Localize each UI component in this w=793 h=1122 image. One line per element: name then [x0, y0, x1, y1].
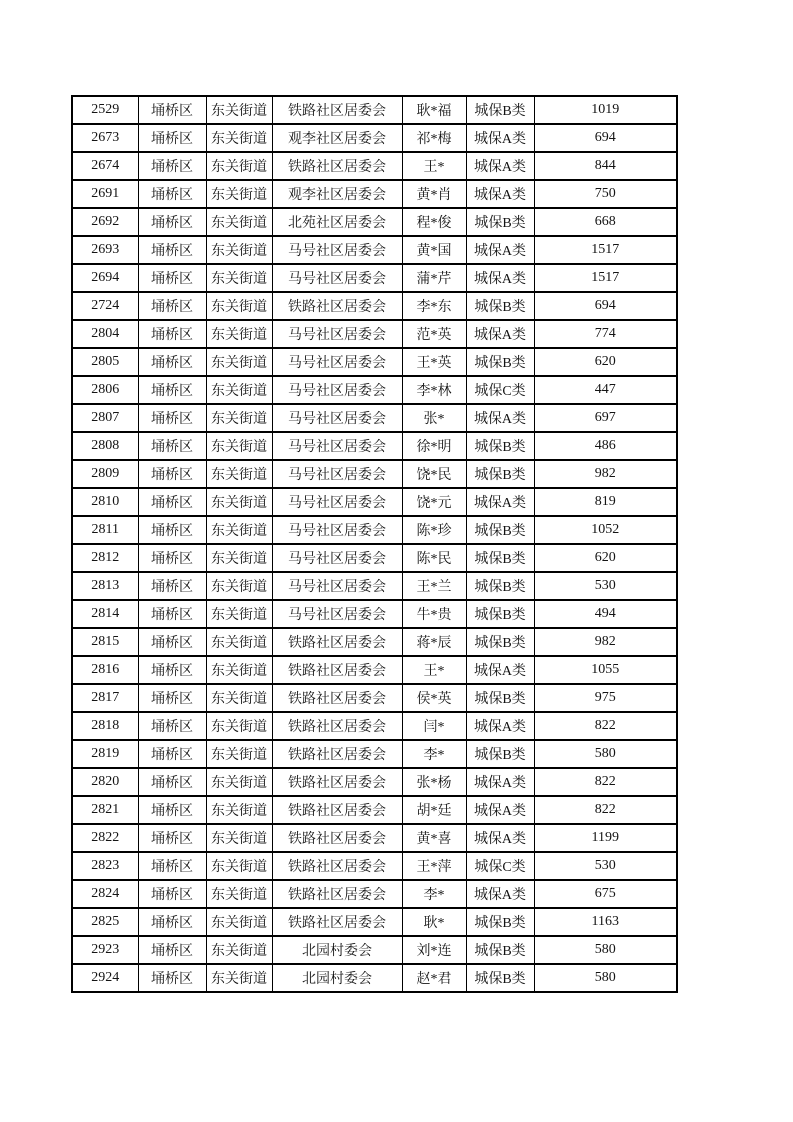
cell-amount: 668 — [534, 208, 677, 236]
cell-street: 东关街道 — [206, 376, 272, 404]
table-row — [72, 824, 677, 852]
cell-street: 东关街道 — [206, 96, 272, 124]
cell-serial-number: 2809 — [72, 460, 138, 488]
cell-person-name: 李*东 — [402, 292, 466, 320]
cell-serial-number: 2812 — [72, 544, 138, 572]
cell-district: 埇桥区 — [138, 768, 206, 796]
cell-community: 马号社区居委会 — [272, 544, 402, 572]
cell-community: 观李社区居委会 — [272, 180, 402, 208]
cell-community: 铁路社区居委会 — [272, 880, 402, 908]
cell-district: 埇桥区 — [138, 712, 206, 740]
cell-person-name: 饶*元 — [402, 488, 466, 516]
cell-district: 埇桥区 — [138, 208, 206, 236]
cell-district: 埇桥区 — [138, 824, 206, 852]
cell-amount: 694 — [534, 124, 677, 152]
table-row — [72, 572, 677, 600]
cell-category: 城保B类 — [466, 208, 534, 236]
cell-amount: 530 — [534, 852, 677, 880]
cell-community: 马号社区居委会 — [272, 264, 402, 292]
cell-community: 铁路社区居委会 — [272, 768, 402, 796]
cell-category: 城保A类 — [466, 880, 534, 908]
cell-street: 东关街道 — [206, 712, 272, 740]
table-row — [72, 348, 677, 376]
cell-person-name: 张* — [402, 404, 466, 432]
cell-amount: 819 — [534, 488, 677, 516]
cell-street: 东关街道 — [206, 656, 272, 684]
cell-district: 埇桥区 — [138, 600, 206, 628]
cell-person-name: 耿*福 — [402, 96, 466, 124]
cell-category: 城保B类 — [466, 628, 534, 656]
cell-district: 埇桥区 — [138, 180, 206, 208]
table-row — [72, 908, 677, 936]
cell-district: 埇桥区 — [138, 404, 206, 432]
cell-category: 城保B类 — [466, 432, 534, 460]
cell-community: 马号社区居委会 — [272, 320, 402, 348]
cell-person-name: 赵*君 — [402, 964, 466, 992]
cell-category: 城保B类 — [466, 516, 534, 544]
cell-district: 埇桥区 — [138, 320, 206, 348]
cell-district: 埇桥区 — [138, 544, 206, 572]
cell-community: 北园村委会 — [272, 964, 402, 992]
table-row — [72, 124, 677, 152]
cell-person-name: 范*英 — [402, 320, 466, 348]
cell-street: 东关街道 — [206, 124, 272, 152]
cell-person-name: 耿* — [402, 908, 466, 936]
cell-street: 东关街道 — [206, 684, 272, 712]
cell-district: 埇桥区 — [138, 796, 206, 824]
cell-amount: 1517 — [534, 236, 677, 264]
cell-amount: 697 — [534, 404, 677, 432]
cell-community: 铁路社区居委会 — [272, 292, 402, 320]
table-row — [72, 292, 677, 320]
table-row — [72, 432, 677, 460]
cell-street: 东关街道 — [206, 264, 272, 292]
cell-person-name: 陈*民 — [402, 544, 466, 572]
cell-community: 北苑社区居委会 — [272, 208, 402, 236]
cell-street: 东关街道 — [206, 768, 272, 796]
cell-street: 东关街道 — [206, 432, 272, 460]
cell-person-name: 牛*贵 — [402, 600, 466, 628]
cell-street: 东关街道 — [206, 824, 272, 852]
cell-serial-number: 2692 — [72, 208, 138, 236]
cell-district: 埇桥区 — [138, 96, 206, 124]
cell-community: 马号社区居委会 — [272, 432, 402, 460]
cell-amount: 1517 — [534, 264, 677, 292]
cell-street: 东关街道 — [206, 292, 272, 320]
cell-serial-number: 2806 — [72, 376, 138, 404]
table-row — [72, 684, 677, 712]
cell-person-name: 张*杨 — [402, 768, 466, 796]
cell-serial-number: 2924 — [72, 964, 138, 992]
cell-community: 马号社区居委会 — [272, 488, 402, 516]
cell-street: 东关街道 — [206, 600, 272, 628]
cell-district: 埇桥区 — [138, 432, 206, 460]
cell-community: 北园村委会 — [272, 936, 402, 964]
cell-category: 城保C类 — [466, 376, 534, 404]
table-row — [72, 320, 677, 348]
cell-amount: 750 — [534, 180, 677, 208]
cell-street: 东关街道 — [206, 516, 272, 544]
cell-serial-number: 2804 — [72, 320, 138, 348]
cell-district: 埇桥区 — [138, 880, 206, 908]
cell-serial-number: 2815 — [72, 628, 138, 656]
cell-district: 埇桥区 — [138, 460, 206, 488]
table-row — [72, 880, 677, 908]
cell-serial-number: 2818 — [72, 712, 138, 740]
cell-person-name: 程*俊 — [402, 208, 466, 236]
benefit-roster-table — [71, 95, 678, 993]
cell-category: 城保B类 — [466, 684, 534, 712]
cell-amount: 620 — [534, 348, 677, 376]
cell-category: 城保C类 — [466, 852, 534, 880]
cell-person-name: 王*萍 — [402, 852, 466, 880]
cell-category: 城保A类 — [466, 404, 534, 432]
cell-amount: 844 — [534, 152, 677, 180]
table-row — [72, 628, 677, 656]
cell-amount: 822 — [534, 796, 677, 824]
cell-category: 城保B类 — [466, 544, 534, 572]
cell-community: 铁路社区居委会 — [272, 152, 402, 180]
cell-community: 铁路社区居委会 — [272, 628, 402, 656]
cell-community: 铁路社区居委会 — [272, 852, 402, 880]
cell-street: 东关街道 — [206, 964, 272, 992]
cell-district: 埇桥区 — [138, 152, 206, 180]
cell-serial-number: 2693 — [72, 236, 138, 264]
cell-community: 铁路社区居委会 — [272, 796, 402, 824]
cell-category: 城保A类 — [466, 824, 534, 852]
cell-street: 东关街道 — [206, 908, 272, 936]
cell-amount: 774 — [534, 320, 677, 348]
cell-serial-number: 2823 — [72, 852, 138, 880]
cell-community: 铁路社区居委会 — [272, 684, 402, 712]
cell-person-name: 李*林 — [402, 376, 466, 404]
cell-serial-number: 2822 — [72, 824, 138, 852]
cell-amount: 530 — [534, 572, 677, 600]
table-row — [72, 796, 677, 824]
cell-street: 东关街道 — [206, 488, 272, 516]
cell-person-name: 李* — [402, 740, 466, 768]
cell-community: 铁路社区居委会 — [272, 824, 402, 852]
cell-community: 铁路社区居委会 — [272, 908, 402, 936]
cell-street: 东关街道 — [206, 936, 272, 964]
cell-amount: 494 — [534, 600, 677, 628]
cell-serial-number: 2825 — [72, 908, 138, 936]
table-body — [72, 96, 677, 992]
table-row — [72, 460, 677, 488]
cell-amount: 580 — [534, 936, 677, 964]
cell-community: 马号社区居委会 — [272, 516, 402, 544]
table-row — [72, 152, 677, 180]
cell-person-name: 祁*梅 — [402, 124, 466, 152]
cell-person-name: 王*英 — [402, 348, 466, 376]
cell-person-name: 黄*喜 — [402, 824, 466, 852]
table-row — [72, 656, 677, 684]
table-row — [72, 740, 677, 768]
cell-serial-number: 2694 — [72, 264, 138, 292]
cell-serial-number: 2810 — [72, 488, 138, 516]
cell-amount: 675 — [534, 880, 677, 908]
cell-community: 铁路社区居委会 — [272, 712, 402, 740]
cell-amount: 982 — [534, 460, 677, 488]
cell-district: 埇桥区 — [138, 572, 206, 600]
cell-street: 东关街道 — [206, 236, 272, 264]
cell-street: 东关街道 — [206, 796, 272, 824]
cell-category: 城保A类 — [466, 656, 534, 684]
cell-street: 东关街道 — [206, 740, 272, 768]
cell-person-name: 闫* — [402, 712, 466, 740]
cell-category: 城保B类 — [466, 964, 534, 992]
table-row — [72, 488, 677, 516]
cell-person-name: 蒲*芹 — [402, 264, 466, 292]
cell-amount: 1163 — [534, 908, 677, 936]
cell-category: 城保A类 — [466, 152, 534, 180]
cell-district: 埇桥区 — [138, 964, 206, 992]
cell-amount: 580 — [534, 740, 677, 768]
cell-person-name: 王* — [402, 152, 466, 180]
cell-category: 城保B类 — [466, 348, 534, 376]
cell-district: 埇桥区 — [138, 124, 206, 152]
cell-serial-number: 2817 — [72, 684, 138, 712]
cell-street: 东关街道 — [206, 152, 272, 180]
table-row — [72, 264, 677, 292]
cell-street: 东关街道 — [206, 208, 272, 236]
cell-street: 东关街道 — [206, 320, 272, 348]
cell-street: 东关街道 — [206, 852, 272, 880]
cell-amount: 1019 — [534, 96, 677, 124]
table-row — [72, 96, 677, 124]
cell-person-name: 胡*廷 — [402, 796, 466, 824]
cell-category: 城保A类 — [466, 124, 534, 152]
table-row — [72, 544, 677, 572]
cell-serial-number: 2691 — [72, 180, 138, 208]
table-row — [72, 936, 677, 964]
cell-serial-number: 2819 — [72, 740, 138, 768]
cell-community: 马号社区居委会 — [272, 600, 402, 628]
cell-person-name: 王*兰 — [402, 572, 466, 600]
table-row — [72, 516, 677, 544]
cell-category: 城保B类 — [466, 908, 534, 936]
cell-person-name: 李* — [402, 880, 466, 908]
cell-person-name: 刘*连 — [402, 936, 466, 964]
cell-street: 东关街道 — [206, 628, 272, 656]
cell-district: 埇桥区 — [138, 236, 206, 264]
table-row — [72, 852, 677, 880]
cell-district: 埇桥区 — [138, 516, 206, 544]
table-row — [72, 768, 677, 796]
cell-community: 马号社区居委会 — [272, 572, 402, 600]
cell-person-name: 蒋*辰 — [402, 628, 466, 656]
cell-category: 城保B类 — [466, 292, 534, 320]
cell-serial-number: 2813 — [72, 572, 138, 600]
table-row — [72, 404, 677, 432]
table-row — [72, 180, 677, 208]
cell-street: 东关街道 — [206, 180, 272, 208]
cell-amount: 694 — [534, 292, 677, 320]
cell-district: 埇桥区 — [138, 292, 206, 320]
cell-serial-number: 2805 — [72, 348, 138, 376]
cell-district: 埇桥区 — [138, 656, 206, 684]
cell-street: 东关街道 — [206, 880, 272, 908]
table-row — [72, 712, 677, 740]
cell-serial-number: 2529 — [72, 96, 138, 124]
cell-category: 城保B类 — [466, 572, 534, 600]
cell-community: 马号社区居委会 — [272, 376, 402, 404]
cell-district: 埇桥区 — [138, 628, 206, 656]
cell-category: 城保B类 — [466, 460, 534, 488]
cell-amount: 580 — [534, 964, 677, 992]
cell-person-name: 饶*民 — [402, 460, 466, 488]
cell-district: 埇桥区 — [138, 376, 206, 404]
table-row — [72, 236, 677, 264]
cell-district: 埇桥区 — [138, 740, 206, 768]
cell-amount: 822 — [534, 712, 677, 740]
cell-serial-number: 2724 — [72, 292, 138, 320]
cell-community: 马号社区居委会 — [272, 236, 402, 264]
cell-street: 东关街道 — [206, 404, 272, 432]
cell-district: 埇桥区 — [138, 908, 206, 936]
cell-person-name: 侯*英 — [402, 684, 466, 712]
cell-district: 埇桥区 — [138, 852, 206, 880]
cell-serial-number: 2816 — [72, 656, 138, 684]
cell-category: 城保A类 — [466, 264, 534, 292]
table-row — [72, 376, 677, 404]
cell-person-name: 陈*珍 — [402, 516, 466, 544]
cell-category: 城保B类 — [466, 600, 534, 628]
cell-street: 东关街道 — [206, 348, 272, 376]
cell-serial-number: 2807 — [72, 404, 138, 432]
cell-serial-number: 2814 — [72, 600, 138, 628]
cell-community: 马号社区居委会 — [272, 460, 402, 488]
cell-district: 埇桥区 — [138, 684, 206, 712]
cell-person-name: 黄*肖 — [402, 180, 466, 208]
cell-amount: 822 — [534, 768, 677, 796]
cell-serial-number: 2808 — [72, 432, 138, 460]
cell-serial-number: 2821 — [72, 796, 138, 824]
cell-category: 城保B类 — [466, 740, 534, 768]
cell-street: 东关街道 — [206, 460, 272, 488]
cell-person-name: 王* — [402, 656, 466, 684]
cell-community: 观李社区居委会 — [272, 124, 402, 152]
cell-category: 城保A类 — [466, 488, 534, 516]
cell-community: 铁路社区居委会 — [272, 740, 402, 768]
cell-serial-number: 2673 — [72, 124, 138, 152]
cell-amount: 975 — [534, 684, 677, 712]
cell-amount: 620 — [534, 544, 677, 572]
cell-district: 埇桥区 — [138, 936, 206, 964]
cell-street: 东关街道 — [206, 572, 272, 600]
cell-category: 城保A类 — [466, 236, 534, 264]
table-row — [72, 964, 677, 992]
table-row — [72, 600, 677, 628]
cell-serial-number: 2824 — [72, 880, 138, 908]
cell-amount: 1052 — [534, 516, 677, 544]
cell-category: 城保A类 — [466, 712, 534, 740]
cell-amount: 1055 — [534, 656, 677, 684]
cell-serial-number: 2820 — [72, 768, 138, 796]
cell-amount: 982 — [534, 628, 677, 656]
cell-serial-number: 2923 — [72, 936, 138, 964]
cell-community: 铁路社区居委会 — [272, 96, 402, 124]
cell-category: 城保B类 — [466, 96, 534, 124]
cell-amount: 486 — [534, 432, 677, 460]
cell-person-name: 徐*明 — [402, 432, 466, 460]
table-row — [72, 208, 677, 236]
cell-category: 城保A类 — [466, 320, 534, 348]
cell-amount: 447 — [534, 376, 677, 404]
cell-serial-number: 2674 — [72, 152, 138, 180]
cell-category: 城保A类 — [466, 796, 534, 824]
cell-category: 城保A类 — [466, 180, 534, 208]
cell-district: 埇桥区 — [138, 264, 206, 292]
cell-community: 马号社区居委会 — [272, 404, 402, 432]
cell-serial-number: 2811 — [72, 516, 138, 544]
cell-amount: 1199 — [534, 824, 677, 852]
cell-district: 埇桥区 — [138, 488, 206, 516]
cell-person-name: 黄*国 — [402, 236, 466, 264]
cell-category: 城保B类 — [466, 936, 534, 964]
cell-community: 马号社区居委会 — [272, 348, 402, 376]
cell-category: 城保A类 — [466, 768, 534, 796]
cell-district: 埇桥区 — [138, 348, 206, 376]
cell-street: 东关街道 — [206, 544, 272, 572]
cell-community: 铁路社区居委会 — [272, 656, 402, 684]
